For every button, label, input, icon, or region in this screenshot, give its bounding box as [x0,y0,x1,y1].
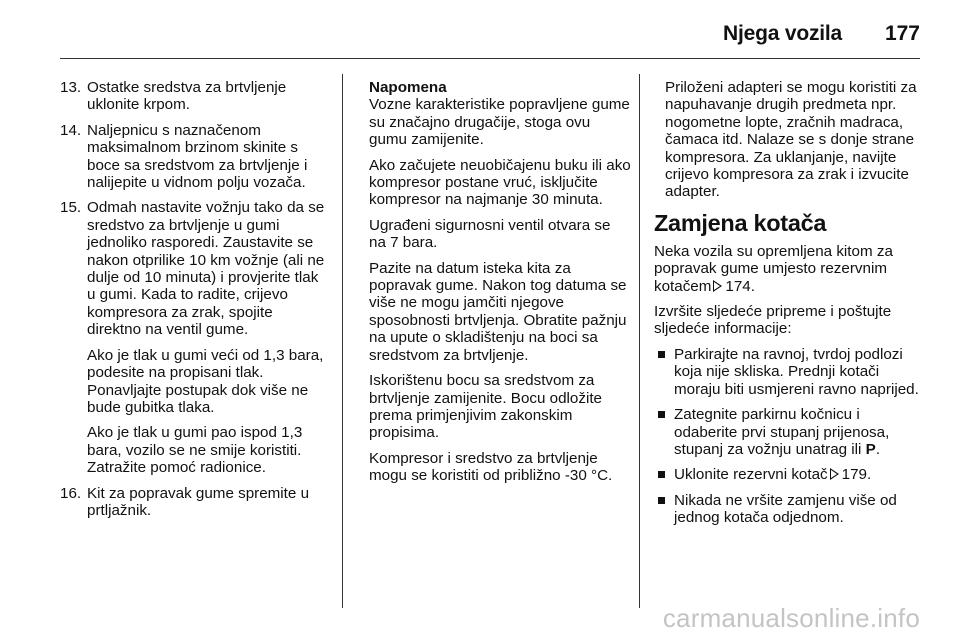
paragraph: Iskorištenu bocu sa sredstvom za brtvljenje zamijenite. Bocu odložite prema primjenjivim zakonskim propisima. [369,372,602,442]
page-header [0,0,960,60]
step-item [62,485,330,520]
paragraph [654,243,922,295]
paragraph: Kompresor i sredstvo za brtvljenje mogu se koristiti od približno -30 °C. [369,449,613,485]
section-heading: Zamjena kotača [654,209,827,236]
step-text: Odmah nastavite vožnju tako da se sredstvo za brtvljenje u gumi jednoliko rasporedi. Zaustavite se nakon otprilike 10 km vožnje (ali ne dulje od 10 minuta) i provjerite tlak u gumi. Kada to radite, crijevo kompresora za zrak, spojite direktno na ventil gume. [87,199,325,339]
watermark: carmanualsonline.info [662,603,920,633]
adapter-paragraph: Priloženi adapteri se mogu koristiti za napuhavanje drugih predmeta npr. nogometne lopte, zračnih madraca, čamaca itd. Nalaze se s donje strane kompresora. Za uklanjanje, navijte crijevo kompresora za zrak i izvucite adapter. [665,79,917,201]
square-bullet-icon [658,411,665,418]
column-right [654,79,922,535]
step-text: Naljepnicu s naznačenom maksimalnom brzinom skinite s boce sa sredstvom za brtvljenje i nalijepite u vidnom polju vozača. [87,121,308,192]
header-divider [60,58,920,59]
step-number: 16. [60,484,82,502]
column-divider-1 [342,74,343,608]
step-item [62,122,330,192]
gear-position-label: P [865,440,876,458]
step-text: Ostatke sredstva za brtvljenje uklonite krpom. [87,79,287,114]
notice-title: Napomena [369,79,447,96]
square-bullet-icon [658,351,665,358]
bullet-text: Parkirajte na ravnoj, tvrdoj podlozi koja nije skliska. Prednji kotači moraju biti usmjereni ravno naprijed. [674,345,919,398]
notice-text: Vozne karakteristike popravljene gume su značajno drugačije, stoga ovu gumu zamijenite. [369,96,630,149]
bullet-text-end: . [875,440,881,458]
bullet-text: Nikada ne vršite zamjenu više od jednog kotača odjednom. [674,491,897,527]
bullet-text: Uklonite rezervni kotač [674,466,828,484]
paragraph: Pazite na datum isteka kita za popravak gume. Nakon tog datuma se više ne mogu jamčiti njegove sposobnosti brtvljenja. Obratite pažnju na upute o skladištenju na boci sa sredstvom za brtvljenje. [369,259,627,364]
paragraph: Izvršite sljedeće pripreme i poštujte sljedeće informacije: [654,303,892,338]
paragraph: Ugrađeni sigurnosni ventil otvara se na 7 bara. [369,216,611,252]
page-number: 177 [884,22,920,45]
steps-list [62,79,330,519]
step-number: 14. [60,121,82,139]
paragraph: Ako začujete neuobičajenu buku ili ako kompresor postane vruć, isključite kompresor na najmanje 30 minuta. [369,156,631,209]
step-item [62,199,330,476]
square-bullet-icon [658,471,665,478]
bullet-text: Zategnite parkirnu kočnicu i odaberite prvi stupanj prijenosa, stupanj za vožnju unatrag ili [674,406,890,458]
page-reference-icon [831,469,838,479]
bullet-list [654,346,922,527]
bullet-item [654,406,922,458]
step-subparagraph: Ako je tlak u gumi veći od 1,3 bara, podesite na propisani tlak. Ponavljajte postupak dok više ne bude gubitka tlaka. [87,346,324,416]
column-left [62,79,330,527]
column-divider-2 [639,74,640,608]
paragraph-text: Neka vozila su opremljena kitom za popravak gume umjesto rezervnim kotačem [654,242,893,295]
bullet-item [654,492,922,527]
section-title: Njega vozila [723,22,842,45]
bullet-item [654,346,922,398]
page-reference: 174. [725,277,755,295]
square-bullet-icon [658,497,665,504]
step-number: 13. [60,79,82,96]
bullet-item [654,466,922,483]
column-middle [369,79,631,493]
page-reference: 179. [841,466,872,484]
step-text: Kit za popravak gume spremite u prtljažnik. [87,484,310,519]
step-subparagraph: Ako je tlak u gumi pao ispod 1,3 bara, vozilo se ne smije koristiti. Zatražite pomoć radionice. [87,424,303,477]
step-number: 15. [60,199,82,217]
page-reference-icon [714,281,721,291]
step-item [62,79,330,114]
